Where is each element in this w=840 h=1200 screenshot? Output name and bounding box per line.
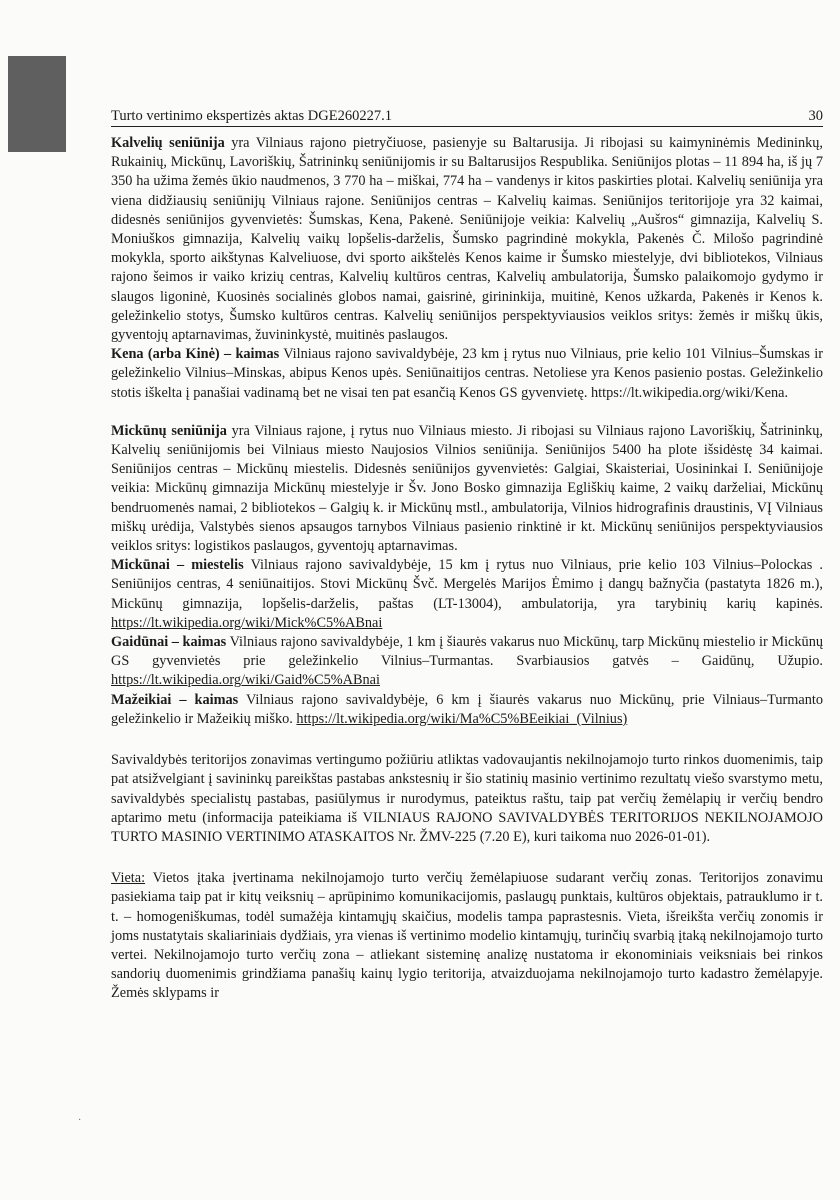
term-vieta: Vieta: <box>111 870 146 887</box>
text-mickunai: Vilniaus rajono savivaldybėje, 15 km į rytus nuo Vilniaus, prie kelio 103 Vilnius–Polockas . Seniūnijos centras, 4 seniūnaitijos. Stovi Mickūnų Švč. Mergelės Marijos Ėmimo į dangų bažnyčia (pastatyta 1826 m.), Mickūnų gimnazija, lopšelis-darželis, paštas (LT-13004), ambulatorija, yra tarybinių karių kapinės. <box>111 557 823 612</box>
text-kena: Vilniaus rajono savivaldybėje, 23 km į rytus nuo Vilniaus, prie kelio 101 Vilnius–Šumskas ir geležinkelio Vilnius–Minskas, abipus Kenos upės. Seniūnaitijos centras. Netoliese yra Kenos pasienio postas. Geležinkelio stotis iškelta į panašiai vadinamą bet ne visai ten pat esančią Kenos GS gyvenvietę. https://lt.wikipedia.org/wiki/Kena. <box>111 346 823 401</box>
paragraph-mickunu-seniunija <box>111 422 823 556</box>
paragraph-zonavimas: Savivaldybės teritorijos zonavimas vertingumo požiūriu atliktas vadovaujantis nekilnojamojo turto rinkos duomenimis, taip pat atsižvelgiant į savininkų pareikštas pastabas ankstesnių ir šio statinių masinio vertinimo rezultatų viešo svarstymo metu, savivaldybės specialistų pastabas, pasiūlymus ir nurodymus, pateiktus raštu, taip pat verčių žemėlapių ir verčių bendro aptarimo metu (informacija pateikiama iš VILNIAUS RAJONO SAVIVALDYBĖS TERITORIJOS NEKILNOJAMOJO TURTO MASINIO VERTINIMO ATASKAITOS Nr. ŽMV-225 (7.20 E), kuri taikoma nuo 2026-01-01). <box>111 752 823 845</box>
text-kalveliai: yra Vilniaus rajono pietryčiuose, pasienyje su Baltarusija. Ji ribojasi su kaimyninėmis Medininkų, Rukainių, Mickūnų, Lavoriškių, Šatrininkų seniūnijomis ir su Baltarusijos Respublika. Seniūnijos plotas – 11 894 ha, iš jų 7 350 ha užima žemės ūkio naudmenos, 3 770 ha – miškai, 774 ha – vandenys ir kitos paskirties plotai. Kalvelių seniūnija yra viena didžiausių seniūnijų Vilniaus rajone. Seniūnijos centras – Kalvelių kaimas. Seniūnijos teritorijoje yra 32 kaimai, didesnės seniūnijos gyvenvietės: Šumskas, Kena, Pakenė. Seniūnijoje veikia: Kalvelių „Aušros“ gimnazija, Kalvelių S. Moniuškos gimnazija, Kalvelių vaikų lopšelis-darželis, Šumsko pagrindinė mokykla, Pakenės Č. Milošo pagrindinė mokykla, sporto aikštynas Kalveliuose, dvi sporto aikštelės Kenos kaime ir Šumsko miestelyje, dvi bibliotekos, Vilniaus rajono šeimos ir vaiko krizių centras, Kalvelių kultūros centras, Kalvelių ambulatorija, Šumsko palaikomojo gydymo ir slaugos ligoninė, Kuosinės socialinės globos namai, gaisrinė, girininkija, muitinė, Kenos užkarda, Pakenės ir Kenos k. geležinkelio stotys, Šumsko kultūros centras. Kalvelių seniūnijos perspektyviausios veiklos sritys: žemės ir miškų ūkis, gyventojų aptarnavimas, žuvininkystė, muitinės paslaugos. <box>111 135 823 344</box>
paragraph-mickunai <box>111 556 823 633</box>
document-title: Turto vertinimo ekspertizės aktas DGE260227.1 <box>111 108 392 124</box>
term-mickunu-seniunija: Mickūnų seniūnija <box>111 422 227 439</box>
link-gaidunai[interactable]: https://lt.wikipedia.org/wiki/Gaid%C5%ABnai <box>111 672 380 689</box>
paragraph-kena <box>111 345 823 403</box>
spacer <box>111 729 823 751</box>
spacer <box>111 403 823 422</box>
paragraph-mazeikiai <box>111 691 823 729</box>
document-body <box>111 134 823 1004</box>
term-kalveliai: Kalvelių seniūnija <box>111 135 225 151</box>
link-mickunai[interactable]: https://lt.wikipedia.org/wiki/Mick%C5%ABnai <box>111 614 383 631</box>
paragraph-vieta <box>111 869 823 1003</box>
term-kena: Kena (arba Kinė) – kaimas <box>111 346 280 363</box>
text-gaidunai: Vilniaus rajono savivaldybėje, 1 km į šiaurės vakarus nuo Mickūnų, tarp Mickūnų miestelio ir Mickūnų GS gyvenvietės prie geležinkelio Vilnius–Turmantas. Svarbiausios gatvės – Gaidūnų, Užupio. <box>111 634 823 670</box>
paragraph-kalveliai <box>111 134 823 345</box>
text-mickunu-seniunija: yra Vilniaus rajone, į rytus nuo Vilniaus miesto. Ji ribojasi su Vilniaus rajono Lavoriškių, Šatrininkų, Kalvelių seniūnijomis bei Vilniaus miesto Naujosios Vilnios seniūnija. Seniūnijos 5400 ha plote išsidėstę 34 kaimai. Seniūnijos centras – Mickūnų miestelis. Didesnės seniūnijos gyvenvietės: Galgiai, Skaisteriai, Uosininkai I. Seniūnijoje veikia: Mickūnų gimnazija Mickūnų miestelyje ir Šv. Jono Bosko gimnazija Egliškių kaime, 2 vaikų darželiai, Mickūnų bendruomenės namai, 2 bibliotekos – Galgių k. ir Mickūnų mstl., ambulatorija, Vilnios hidrografinis draustinis, VĮ Vilniaus miškų urėdija, Valstybės sienos apsaugos tarnybos Vilniaus pasienio rinktinė ir kt. Mickūnų seniūnijos perspektyviausios veiklos sritys: logistikos paslaugos, gyventojų aptarnavimas. <box>111 422 823 555</box>
term-mazeikiai: Mažeikiai – kaimas <box>111 691 239 708</box>
scan-speck: · <box>78 1115 82 1126</box>
text-vieta: Vietos įtaka įvertinama nekilnojamojo turto verčių žemėlapiuose sudarant verčių zonas. Teritorijos zonavimu pasiekiama taip pat ir kitų veiksnių – aprūpinimo komunikacijomis, paslaugų punktais, kultūros objektais, patrauklumo ir t. t. – homogeniškumas, todėl sumažėja kintamųjų skaičius, modelis tampa paprastesnis. Vieta, išreikšta verčių zonomis ir joms nustatytais skaliariniais dydžiais, yra vienas iš vertinimo modelio kintamųjų, turinčių svarbią įtaką nekilnojamojo turto vertei. Nekilnojamojo turto verčių zona – atliekant sisteminę analizę nustatoma ir ekonominiais veiksniais bei rinkos sandorių duomenimis grindžiama panašių kainų lygio teritorija, atvaizduojama nekilnojamojo turto kadastro žemėlapyje. Žemės sklypams ir <box>111 870 823 1002</box>
link-mazeikiai[interactable]: https://lt.wikipedia.org/wiki/Ma%C5%BEeikiai_(Vilnius) <box>296 710 628 727</box>
term-mickunai: Mickūnai – miestelis <box>111 557 244 574</box>
page-number: 30 <box>808 108 823 124</box>
paragraph-gaidunai <box>111 633 823 691</box>
scan-corner-mark <box>8 56 66 152</box>
page-header <box>111 106 823 127</box>
text-mazeikiai: Vilniaus rajono savivaldybėje, 6 km į šiaurės vakarus nuo Mickūnų, prie Vilniaus–Turmanto geležinkelio ir Mažeikių miško. <box>111 691 824 727</box>
spacer <box>111 847 823 869</box>
term-gaidunai: Gaidūnai – kaimas <box>111 634 227 651</box>
